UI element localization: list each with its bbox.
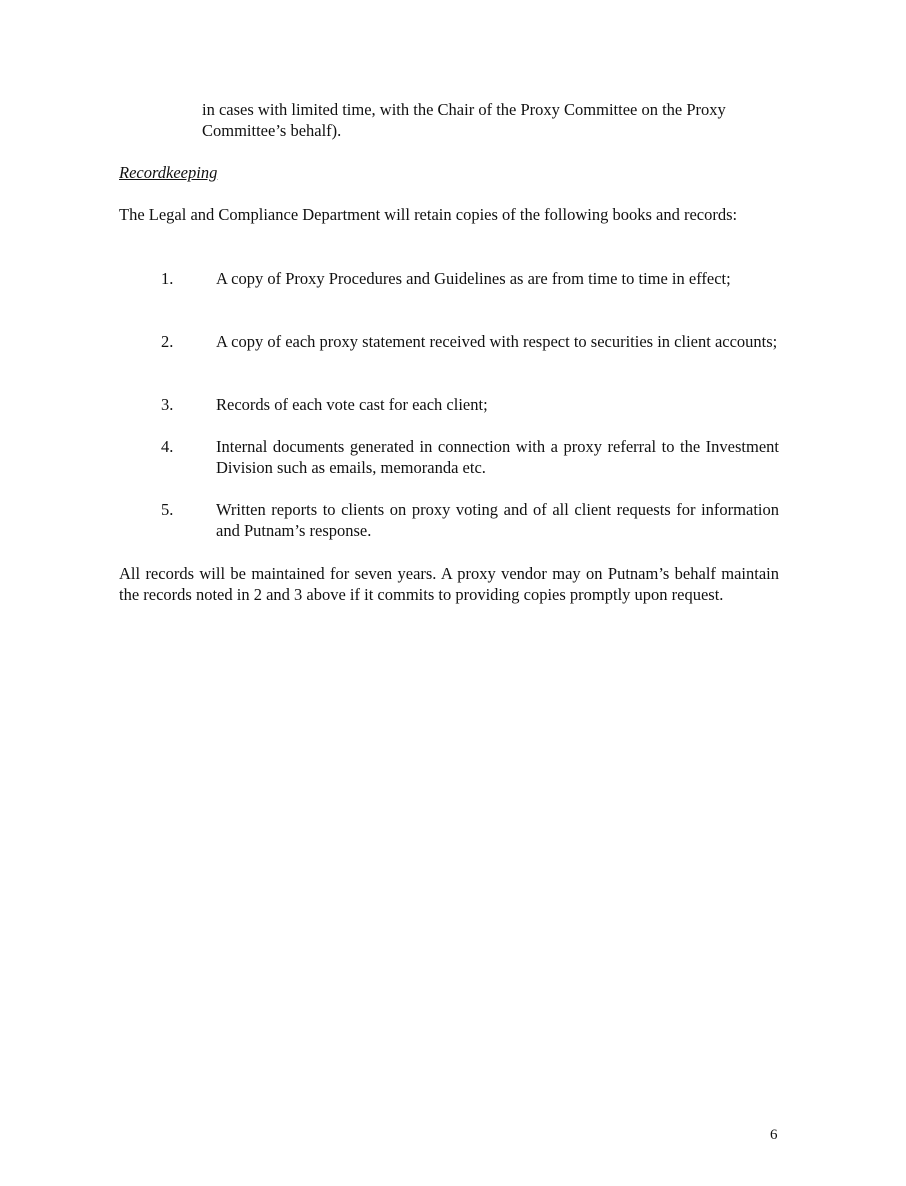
- closing-paragraph: All records will be maintained for seven years. A proxy vendor may on Putnam’s behalf maintain the records noted in 2 and 3 above if it commits to providing copies promptly upon request.: [119, 564, 779, 604]
- list-item-number: 1.: [161, 269, 174, 288]
- list-item-text: A copy of each proxy statement received with respect to securities in client accounts;: [216, 332, 778, 351]
- list-item-text: Written reports to clients on proxy voting and of all client requests for information and Putnam’s response.: [216, 500, 779, 540]
- list-item: [0, 268, 906, 310]
- list-item-text: Internal documents generated in connection with a proxy referral to the Investment Division such as emails, memoranda etc.: [216, 437, 779, 477]
- list-item: [0, 394, 906, 415]
- list-item-number: 4.: [161, 437, 174, 456]
- list-item: [0, 331, 906, 373]
- page-number: 6: [770, 1127, 778, 1143]
- records-list: [0, 268, 906, 562]
- intro-paragraph: The Legal and Compliance Department will retain copies of the following books and records:: [119, 205, 738, 224]
- list-item: [0, 499, 906, 541]
- continuation-paragraph: in cases with limited time, with the Chair of the Proxy Committee on the Proxy Committee’s behalf).: [202, 100, 726, 140]
- list-item: [0, 436, 906, 478]
- list-item-text: A copy of Proxy Procedures and Guidelines as are from time to time in effect;: [216, 269, 731, 288]
- list-item-number: 3.: [161, 395, 174, 414]
- list-item-number: 2.: [161, 332, 174, 351]
- section-heading-recordkeeping: Recordkeeping: [119, 163, 218, 182]
- list-item-number: 5.: [161, 500, 174, 519]
- list-item-text: Records of each vote cast for each client;: [216, 395, 488, 414]
